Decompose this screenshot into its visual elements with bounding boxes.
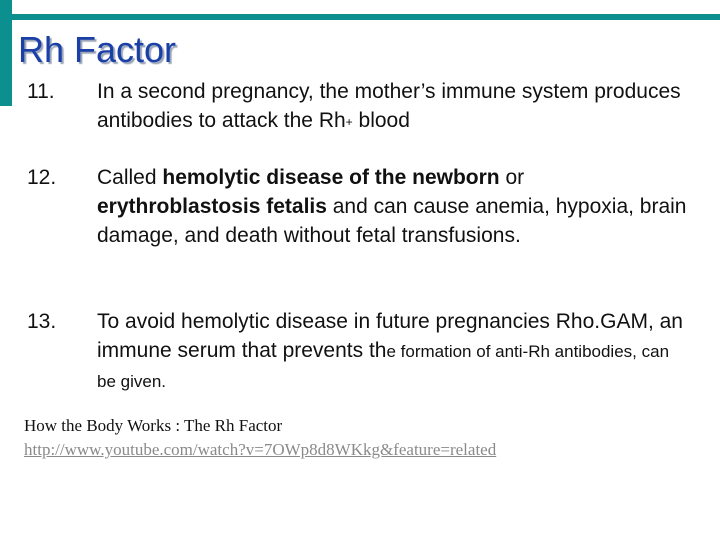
source-reference (24, 414, 496, 462)
item-number: 13. (27, 310, 57, 333)
item-text-part: e formation of anti-Rh antibodies, can be given. (97, 342, 670, 391)
superscript-plus: + (345, 115, 353, 129)
source-link[interactable]: http://www.youtube.com/watch?v=7OWp8d8WKkg&feature=related (24, 440, 497, 459)
item-text-part: blood (352, 109, 410, 132)
bold-term: erythroblastosis fetalis (97, 195, 327, 218)
item-text-part: Called (97, 166, 163, 189)
item-text (97, 163, 687, 250)
item-number: 11. (27, 80, 55, 103)
source-label: How the Body Works : The Rh Factor (24, 416, 283, 435)
item-text-part: In a second pregnancy, the mother’s immune system produces antibodies to attack the Rh (97, 80, 681, 132)
item-text-part: and can cause anemia, hypoxia, brain damage, and death without fetal transfusions. (97, 195, 687, 247)
bold-term: hemolytic disease of the newborn (162, 166, 500, 189)
item-text-part: or (499, 166, 525, 189)
accent-bar-top (0, 14, 720, 20)
item-text (97, 307, 687, 396)
accent-bar-left (0, 0, 12, 106)
slide-title: Rh Factor (18, 29, 177, 70)
item-text-part: To avoid hemolytic disease in future pregnancies Rho.GAM, an immune serum that prevents th (97, 310, 683, 362)
item-text (97, 77, 687, 135)
item-number: 12. (27, 166, 57, 189)
